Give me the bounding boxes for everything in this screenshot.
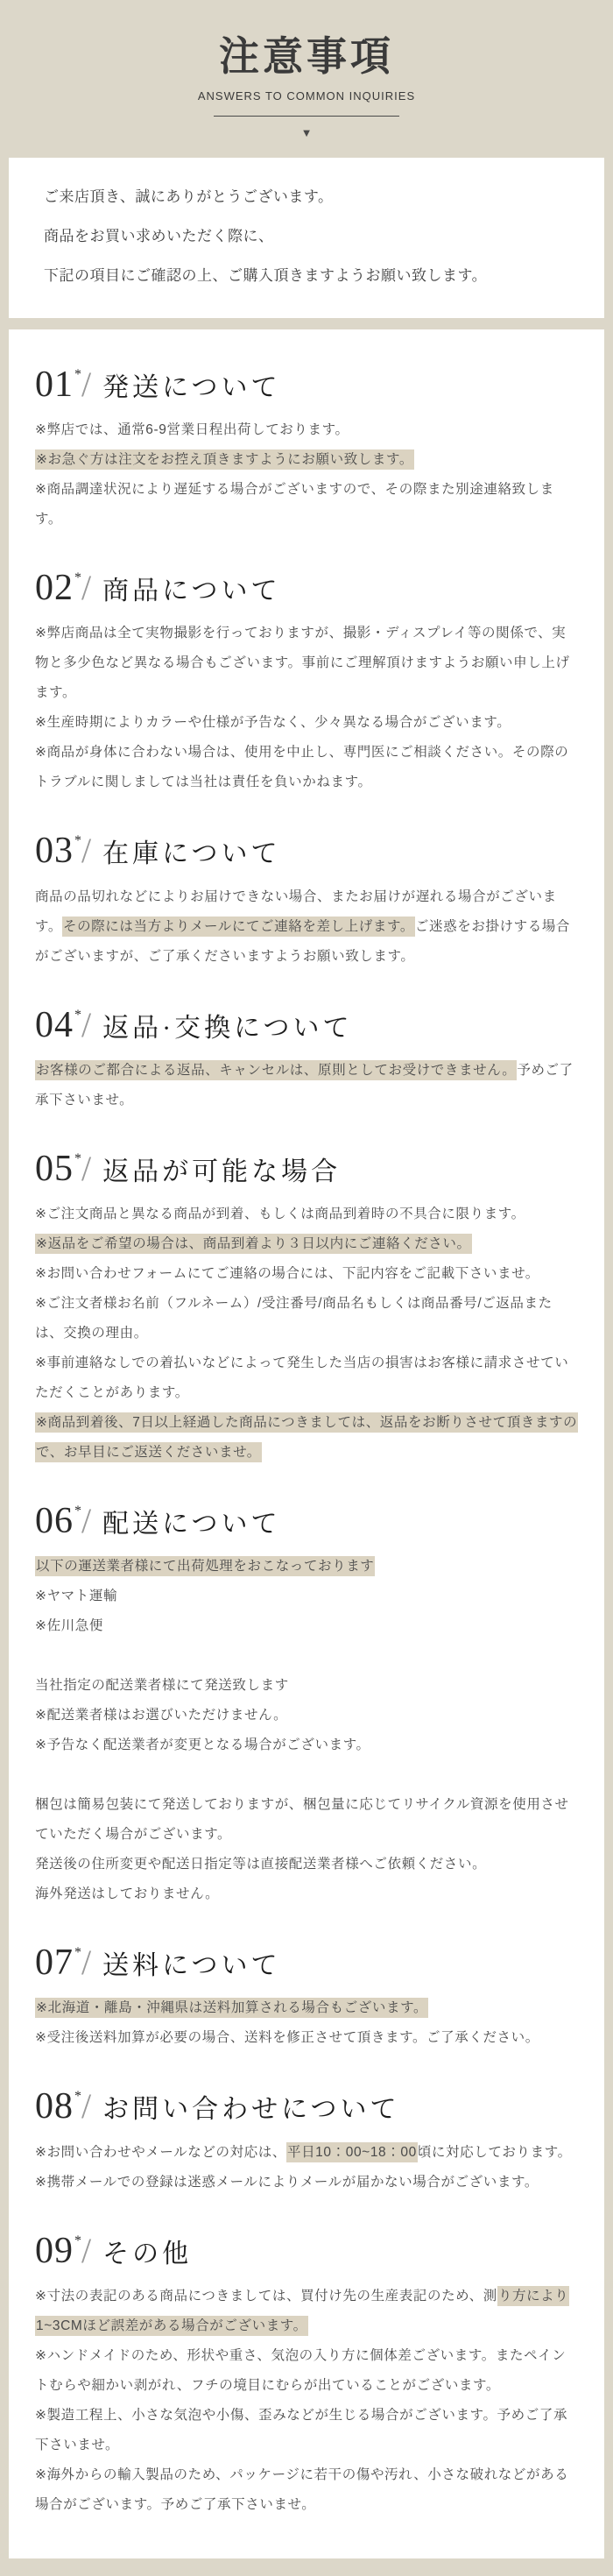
- section-title: 発送について: [102, 373, 281, 402]
- paragraph: [35, 1582, 578, 1611]
- slash-mark: /: [81, 568, 92, 608]
- section-title: 在庫について: [102, 839, 281, 869]
- highlight-text: ※お急ぐ方は注文をお控え頂きますようにお願い致します。: [35, 449, 414, 470]
- body-text: 予めご了承下さいませ。: [35, 1062, 574, 1108]
- asterisk-mark: *: [74, 2233, 81, 2248]
- section-number: 01: [35, 364, 74, 405]
- paragraph: [35, 1701, 578, 1730]
- body-text: ※佐川急便: [35, 1618, 103, 1634]
- asterisk-mark: *: [74, 1150, 81, 1166]
- intro-line: 下記の項目にご確認の上、ご購入頂きますようお願い致します。: [44, 267, 488, 284]
- page-title: 注意事項: [219, 33, 394, 79]
- paragraph: [35, 2401, 578, 2460]
- body-text: ※ヤマト運輸: [35, 1589, 118, 1604]
- section-heading: [35, 364, 578, 405]
- paragraph: [35, 2341, 578, 2401]
- body-text: 梱包は簡易包装にて発送しておりますが、梱包量に応じてリサイクル資源を使用させていただく場合がございます。: [35, 1797, 569, 1843]
- paragraph: [35, 2138, 578, 2168]
- slash-mark: /: [81, 1943, 92, 1983]
- section-heading: [35, 1943, 578, 1983]
- section-08: [35, 2086, 578, 2197]
- asterisk-mark: *: [74, 570, 81, 586]
- asterisk-mark: *: [74, 1503, 81, 1518]
- body-text: ※生産時期によりカラーや仕様が予告なく、少々異なる場合がございます。: [35, 715, 511, 731]
- highlight-text: お客様のご都合による返品、キャンセルは、原則としてお受けできません。: [35, 1060, 517, 1080]
- section-number: 04: [35, 1004, 74, 1045]
- highlight-text: 平日10：00~18：00: [286, 2142, 418, 2162]
- section-number: 08: [35, 2086, 74, 2127]
- section-number: 03: [35, 831, 74, 872]
- paragraph: [35, 1348, 578, 1408]
- section-heading: [35, 1149, 578, 1189]
- notes-card: [9, 329, 604, 2558]
- section-number: 06: [35, 1500, 74, 1541]
- paragraph: [35, 882, 578, 972]
- slash-mark: /: [81, 2230, 92, 2270]
- body-text: ※お問い合わせやメールなどの対応は、: [35, 2144, 286, 2160]
- body-text: ※海外からの輸入製品のため、パッケージに若干の傷や汚れ、小さな破れなどがある場合がございます。予めご了承下さいませ。: [35, 2466, 569, 2512]
- intro-line: ご来店頂き、誠にありがとうございます。: [44, 188, 334, 205]
- section-title: 返品·交換について: [102, 1013, 353, 1043]
- section-02: [35, 568, 578, 797]
- section-04: [35, 1005, 578, 1115]
- body-text: ※ハンドメイドのため、形状や重さ、気泡の入り方に個体差ございます。またペイントむらや細かい剥がれ、フチの境目にむらが出ていることがございます。: [35, 2347, 567, 2393]
- paragraph: [35, 1730, 578, 1760]
- chevron-down-icon: ▼: [300, 126, 313, 139]
- section-06: [35, 1501, 578, 1909]
- slash-mark: /: [81, 1148, 92, 1188]
- section-heading: [35, 568, 578, 608]
- body-text: 商品の品切れなどによりお届けできない場合、またお届けが遅れる場合がございます。: [35, 888, 557, 934]
- paragraph: [35, 415, 578, 445]
- paragraph: [35, 1229, 578, 1259]
- body-text: ※お問い合わせフォームにてご連絡の場合には、下記内容をご記載下さいませ。: [35, 1265, 539, 1281]
- slash-mark: /: [81, 2086, 92, 2127]
- slash-mark: /: [81, 1500, 92, 1540]
- section-title: お問い合わせについて: [102, 2095, 400, 2125]
- body-text: 当社指定の配送業者様にて発送致します: [35, 1678, 289, 1694]
- section-heading: [35, 2086, 578, 2127]
- highlight-text: その際には当方よりメールにてご連絡を差し上げます。: [62, 916, 415, 937]
- page-subtitle: ANSWERS TO COMMON INQUIRIES: [197, 89, 416, 103]
- paragraph: [35, 1671, 578, 1701]
- section-number: 02: [35, 568, 74, 609]
- paragraph: [35, 708, 578, 738]
- body-text: 頃に対応しております。: [417, 2144, 572, 2160]
- section-title: 送料について: [102, 1951, 281, 1981]
- body-text: ※弊店商品は全て実物撮影を行っておりますが、撮影・ディスプレイ等の関係で、実物と多少色など異なる場合もございます。事前にご理解頂けますようお願い申し上げます。: [35, 626, 570, 701]
- highlight-text: ※商品到着後、7日以上経過した商品につきましては、返品をお断りさせて頂きますので、お早目にご返送くださいませ。: [35, 1412, 578, 1462]
- paragraph: [35, 2023, 578, 2053]
- body-text: 発送後の住所変更や配送日指定等は直接配送業者様へご依頼ください。: [35, 1857, 487, 1872]
- section-heading: [35, 1005, 578, 1045]
- paragraph: [35, 1611, 578, 1641]
- paragraph: [35, 2168, 578, 2197]
- paragraph: [35, 1200, 578, 1229]
- body-text: 海外発送はしておりません。: [35, 1886, 220, 1902]
- section-title: その他: [102, 2239, 193, 2268]
- body-text: ※ご注文商品と異なる商品が到着、もしくは商品到着時の不具合に限ります。: [35, 1206, 525, 1221]
- section-09: [35, 2231, 578, 2520]
- section-number: 07: [35, 1943, 74, 1984]
- body-text: ※弊店では、通常6-9営業日程出荷しております。: [35, 422, 349, 438]
- body-text: ※予告なく配送業者が変更となる場合がございます。: [35, 1737, 370, 1753]
- section-heading: [35, 2231, 578, 2271]
- slash-mark: /: [81, 364, 92, 404]
- body-text: ※寸法の表記のある商品につきましては、買付け先の生産表記のため、測: [35, 2288, 497, 2304]
- paragraph: [35, 1850, 578, 1879]
- section-heading: [35, 1501, 578, 1541]
- paragraph: [35, 1408, 578, 1468]
- body-text: ※製造工程上、小さな気泡や小傷、歪みなどが生じる場合がございます。予めご了承下さいませ。: [35, 2407, 568, 2452]
- body-text: ご迷惑をお掛けする場合がございますが、ご了承くださいますようお願い致します。: [35, 918, 571, 964]
- section-title: 返品が可能な場合: [102, 1157, 342, 1186]
- section-01: [35, 364, 578, 534]
- body-text: ※商品が身体に合わない場合は、使用を中止し、専門医にご相談ください。その際のトラブルに関しましては当社は責任を負いかねます。: [35, 745, 569, 790]
- asterisk-mark: *: [74, 1945, 81, 1961]
- asterisk-mark: *: [74, 1007, 81, 1023]
- highlight-text: り方により1~3CMほど誤差がある場合がございます。: [35, 2286, 569, 2336]
- paragraph: [35, 738, 578, 797]
- paragraph: [35, 1056, 578, 1115]
- paragraph: [35, 1259, 578, 1289]
- asterisk-mark: *: [74, 833, 81, 849]
- paragraph: [35, 619, 578, 708]
- body-text: ※ご注文者様お名前（フルネーム）/受注番号/商品名もしくは商品番号/ご返品または、交換の理由。: [35, 1295, 553, 1341]
- paragraph: [35, 2460, 578, 2520]
- section-title: 配送について: [102, 1509, 281, 1539]
- section-title: 商品について: [102, 577, 281, 606]
- section-03: [35, 831, 578, 971]
- body-text: ※携帯メールでの登録は迷惑メールによりメールが届かない場合がございます。: [35, 2174, 539, 2190]
- body-text: ※配送業者様はお選びいただけません。: [35, 1708, 288, 1723]
- section-number: 05: [35, 1148, 74, 1189]
- paragraph: [35, 1879, 578, 1909]
- intro-card: [9, 158, 604, 318]
- paragraph: [35, 445, 578, 475]
- section-05: [35, 1149, 578, 1468]
- paragraph: [35, 1289, 578, 1348]
- section-number: 09: [35, 2230, 74, 2271]
- paragraph: [35, 1552, 578, 1582]
- header-divider: [214, 116, 399, 117]
- intro-line: 商品をお買い求めいただく際に、: [44, 228, 274, 244]
- paragraph: [35, 475, 578, 534]
- section-07: [35, 1943, 578, 2053]
- paragraph: [35, 1790, 578, 1850]
- asterisk-mark: *: [74, 367, 81, 382]
- highlight-text: 以下の運送業者様にて出荷処理をおこなっております: [35, 1556, 375, 1576]
- asterisk-mark: *: [74, 2089, 81, 2105]
- highlight-text: ※北海道・離島・沖縄県は送料加算される場合もございます。: [35, 1998, 428, 2018]
- page-header: [0, 0, 613, 149]
- body-text: ※商品調達状況により遅延する場合がございますので、その際また別途連絡致します。: [35, 482, 554, 527]
- slash-mark: /: [81, 1004, 92, 1044]
- body-text: ※受注後送料加算が必要の場合、送料を修正させて頂きます。ご了承ください。: [35, 2030, 539, 2046]
- paragraph: [35, 2282, 578, 2341]
- paragraph: [35, 1993, 578, 2023]
- slash-mark: /: [81, 831, 92, 871]
- section-heading: [35, 831, 578, 871]
- body-text: ※事前連絡なしでの着払いなどによって発生した当店の損害はお客様に請求させていただくことがあります。: [35, 1355, 569, 1400]
- highlight-text: ※返品をご希望の場合は、商品到着より３日以内にご連絡ください。: [35, 1234, 472, 1254]
